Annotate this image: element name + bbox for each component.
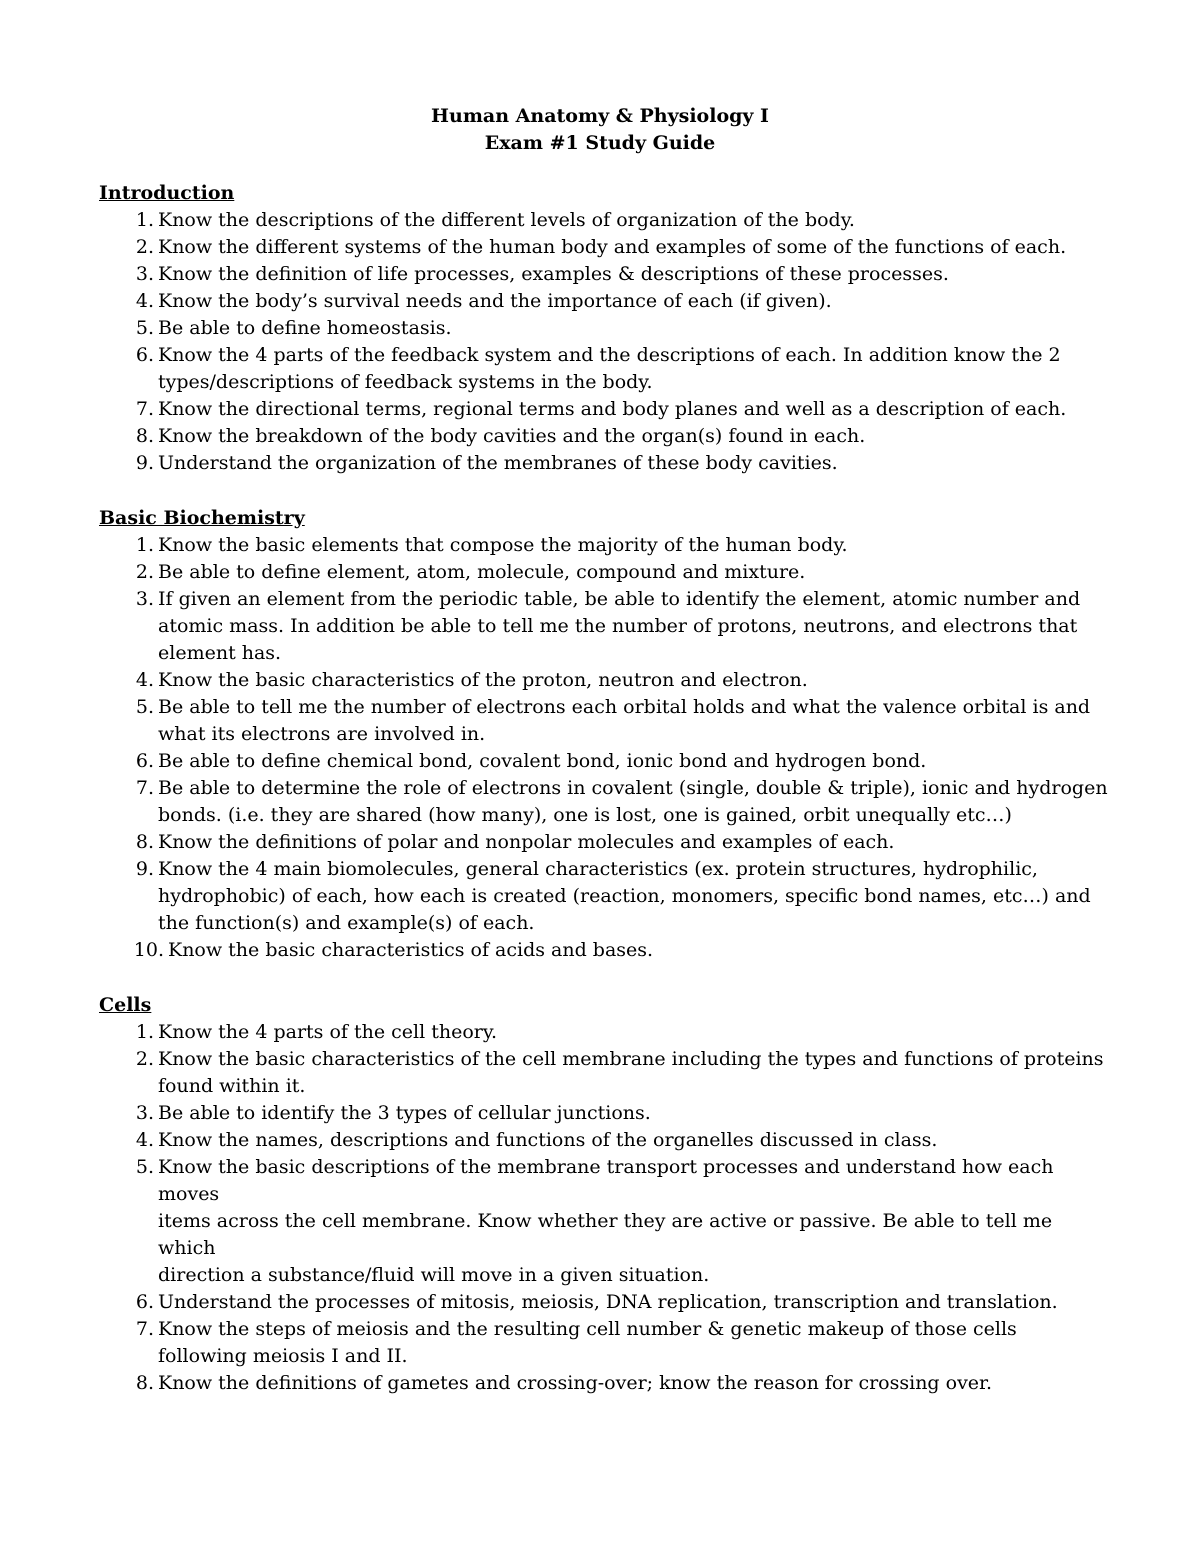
section-heading: Introduction xyxy=(99,182,235,204)
list-item xyxy=(99,748,1109,775)
item-text: Know the basic characteristics of the proton, neutron and electron. xyxy=(158,669,808,691)
item-text: Know the basic descriptions of the membrane transport processes and understand how each moves items across the cell membrane. Know whether they are active or passive. Be able to tell me which direction a substance/fluid will move in a given situation. xyxy=(158,1156,1054,1286)
list-item xyxy=(99,1154,1109,1289)
item-text: Know the breakdown of the body cavities and the organ(s) found in each. xyxy=(158,425,866,447)
section-heading: Basic Biochemistry xyxy=(99,507,305,529)
item-text: Understand the processes of mitosis, meiosis, DNA replication, transcription and translation. xyxy=(158,1291,1058,1313)
item-number: 3. xyxy=(135,1102,154,1124)
document-title xyxy=(0,103,1200,157)
item-text: Know the definitions of polar and nonpolar molecules and examples of each. xyxy=(158,831,895,853)
item-number: 1. xyxy=(135,209,154,231)
item-number: 9. xyxy=(135,858,154,880)
item-text: Know the 4 main biomolecules, general characteristics (ex. protein structures, hydrophilic, hydrophobic) of each, how each is created (reaction, monomers, specific bond names, etc…) and the function(s) and example(s) of each. xyxy=(158,858,1091,934)
item-text: Be able to determine the role of electrons in covalent (single, double & triple), ionic and hydrogen bonds. (i.e. they are shared (how many), one is lost, one is gained, orbit unequally etc…) xyxy=(158,777,1108,826)
item-number: 4. xyxy=(135,290,154,312)
item-number: 7. xyxy=(135,1318,154,1340)
item-number: 8. xyxy=(135,1372,154,1394)
item-number: 6. xyxy=(135,344,154,366)
list-item xyxy=(99,1127,1109,1154)
item-number: 1. xyxy=(135,1021,154,1043)
item-text: Know the basic elements that compose the majority of the human body. xyxy=(158,534,848,556)
item-text: Be able to define chemical bond, covalent bond, ionic bond and hydrogen bond. xyxy=(158,750,927,772)
list-item xyxy=(99,315,1109,342)
list-item xyxy=(99,342,1109,396)
item-number: 2. xyxy=(135,236,154,258)
item-text: Be able to define element, atom, molecule, compound and mixture. xyxy=(158,561,806,583)
list-item xyxy=(99,1019,1109,1046)
item-number: 5. xyxy=(135,1156,154,1178)
item-number: 4. xyxy=(135,1129,154,1151)
item-number: 1. xyxy=(135,534,154,556)
item-number: 2. xyxy=(135,1048,154,1070)
item-text: Know the definition of life processes, examples & descriptions of these processes. xyxy=(158,263,949,285)
item-text: Know the names, descriptions and functions of the organelles discussed in class. xyxy=(158,1129,938,1151)
item-text: Know the 4 parts of the feedback system and the descriptions of each. In addition know the 2 types/descriptions of feedback systems in the body. xyxy=(158,344,1061,393)
list-item xyxy=(99,829,1109,856)
list-item xyxy=(99,937,1109,964)
item-number: 6. xyxy=(135,1291,154,1313)
item-list xyxy=(99,1019,1109,1397)
exam-title: Exam #1 Study Guide xyxy=(484,132,716,154)
item-text: Know the 4 parts of the cell theory. xyxy=(158,1021,498,1043)
list-item xyxy=(99,450,1109,477)
list-item xyxy=(99,1316,1109,1370)
item-text: Know the steps of meiosis and the resulting cell number & genetic makeup of those cells following meiosis I and II. xyxy=(158,1318,1017,1367)
item-text: If given an element from the periodic table, be able to identify the element, atomic number and atomic mass. In addition be able to tell me the number of protons, neutrons, and electrons that element has. xyxy=(158,588,1081,664)
item-number: 8. xyxy=(135,831,154,853)
list-item xyxy=(99,1100,1109,1127)
item-text: Know the definitions of gametes and crossing-over; know the reason for crossing over. xyxy=(158,1372,993,1394)
item-list xyxy=(99,207,1109,477)
item-number: 7. xyxy=(135,777,154,799)
item-number: 3. xyxy=(135,263,154,285)
list-item xyxy=(99,694,1109,748)
section-heading: Cells xyxy=(99,994,152,1016)
list-item xyxy=(99,396,1109,423)
item-text: Be able to identify the 3 types of cellular junctions. xyxy=(158,1102,651,1124)
list-item xyxy=(99,1046,1109,1100)
list-item xyxy=(99,775,1109,829)
course-title: Human Anatomy & Physiology I xyxy=(431,105,769,127)
item-text: Know the different systems of the human body and examples of some of the functions of each. xyxy=(158,236,1067,258)
item-number: 4. xyxy=(135,669,154,691)
list-item xyxy=(99,207,1109,234)
list-item xyxy=(99,234,1109,261)
item-number: 5. xyxy=(135,696,154,718)
list-item xyxy=(99,586,1109,667)
item-text: Be able to tell me the number of electrons each orbital holds and what the valence orbital is and what its electrons are involved in. xyxy=(158,696,1091,745)
list-item xyxy=(99,856,1109,937)
item-text: Know the basic characteristics of acids and bases. xyxy=(168,939,654,961)
list-item xyxy=(99,667,1109,694)
list-item xyxy=(99,423,1109,450)
item-number: 5. xyxy=(135,317,154,339)
item-number: 8. xyxy=(135,425,154,447)
item-number: 9. xyxy=(135,452,154,474)
item-text: Know the descriptions of the different levels of organization of the body. xyxy=(158,209,855,231)
item-number: 2. xyxy=(135,561,154,583)
list-item xyxy=(99,1370,1109,1397)
list-item xyxy=(99,261,1109,288)
list-item xyxy=(99,288,1109,315)
item-text: Understand the organization of the membranes of these body cavities. xyxy=(158,452,838,474)
section-basic-biochemistry xyxy=(99,505,1109,964)
section-introduction xyxy=(99,180,1109,477)
section-cells xyxy=(99,992,1109,1397)
list-item xyxy=(99,532,1109,559)
item-number: 10. xyxy=(133,939,164,961)
item-text: Know the directional terms, regional terms and body planes and well as a description of each. xyxy=(158,398,1067,420)
item-text: Know the body’s survival needs and the importance of each (if given). xyxy=(158,290,832,312)
list-item xyxy=(99,559,1109,586)
item-number: 7. xyxy=(135,398,154,420)
item-list xyxy=(99,532,1109,964)
list-item xyxy=(99,1289,1109,1316)
item-number: 3. xyxy=(135,588,154,610)
item-text: Know the basic characteristics of the cell membrane including the types and functions of proteins found within it. xyxy=(158,1048,1104,1097)
item-text: Be able to define homeostasis. xyxy=(158,317,452,339)
item-number: 6. xyxy=(135,750,154,772)
